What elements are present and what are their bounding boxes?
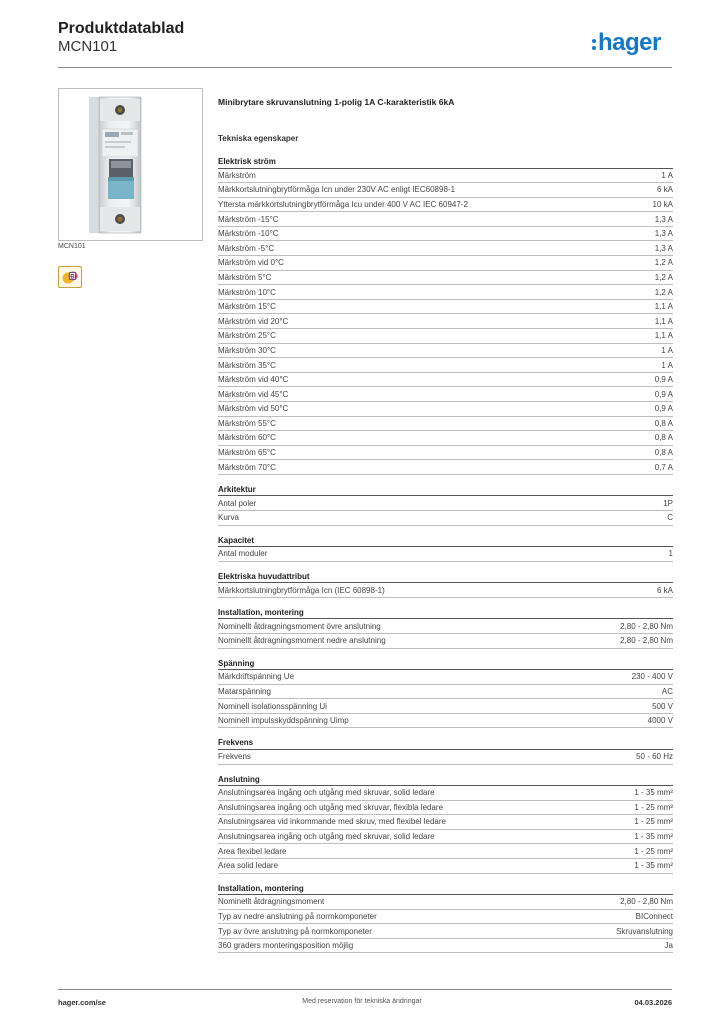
- spec-value: 10 kA: [652, 199, 673, 209]
- spec-value: 1 - 35 mm²: [634, 788, 673, 798]
- spec-label: Märkström vid 40°C: [218, 375, 289, 385]
- spec-row: [218, 895, 673, 910]
- spec-row: [218, 285, 673, 300]
- spec-value: 6 kA: [656, 585, 673, 595]
- spec-row: [218, 271, 673, 286]
- spec-row: [218, 844, 673, 859]
- spec-section: [218, 659, 673, 729]
- spec-row: [218, 329, 673, 344]
- spec-row: [218, 786, 673, 801]
- spec-row: [218, 547, 673, 562]
- spec-value: 1,1 A: [654, 316, 673, 326]
- spec-label: Kurva: [218, 513, 239, 523]
- section-title: Elektriska huvudattribut: [218, 572, 673, 584]
- spec-label: Märkström 15°C: [218, 302, 276, 312]
- logo-dots-icon: [592, 39, 596, 50]
- spec-value: 1,2 A: [654, 272, 673, 282]
- section-title: Arkitektur: [218, 485, 673, 497]
- product-description: Minibrytare skruvanslutning 1-polig 1A C-karakteristik 6kA: [218, 97, 455, 107]
- recycling-badge-icon: [58, 266, 82, 288]
- spec-row: [218, 714, 673, 729]
- section-title: Frekvens: [218, 738, 673, 750]
- spec-row: [218, 314, 673, 329]
- spec-row: [218, 169, 673, 184]
- spec-value: 0,7 A: [654, 462, 673, 472]
- spec-row: [218, 431, 673, 446]
- spec-row: [218, 417, 673, 432]
- spec-section: [218, 485, 673, 526]
- spec-row: [218, 801, 673, 816]
- spec-row: [218, 910, 673, 925]
- spec-label: Märkström 10°C: [218, 287, 276, 297]
- footer-divider: [58, 989, 672, 990]
- spec-value: 1 - 35 mm²: [634, 832, 673, 842]
- spec-value: 1 A: [661, 345, 673, 355]
- spec-label: Märkström 70°C: [218, 462, 276, 472]
- spec-row: [218, 924, 673, 939]
- spec-value: 1: [668, 549, 673, 559]
- spec-label: Anslutningsarea vid inkommande med skruv, med flexibel ledare: [218, 817, 446, 827]
- product-code: MCN101: [58, 38, 118, 55]
- spec-row: [218, 634, 673, 649]
- spec-label: Märkström -15°C: [218, 214, 279, 224]
- spec-value: 1 - 25 mm²: [634, 817, 673, 827]
- spec-value: 1 A: [661, 360, 673, 370]
- spec-value: 6 kA: [656, 185, 673, 195]
- spec-row: [218, 460, 673, 475]
- circuit-breaker-icon: [59, 89, 202, 240]
- svg-text:B: B: [70, 274, 75, 281]
- section-title: Kapacitet: [218, 536, 673, 548]
- spec-row: [218, 183, 673, 198]
- spec-row: [218, 358, 673, 373]
- spec-row: [218, 699, 673, 714]
- spec-row: [218, 344, 673, 359]
- spec-label: Nominellt åtdragningsmoment nedre anslutning: [218, 636, 386, 646]
- spec-row: [218, 212, 673, 227]
- spec-label: Anslutningsarea ingång och utgång med skruvar, flexibla ledare: [218, 802, 444, 812]
- spec-value: 0,8 A: [654, 448, 673, 458]
- spec-row: [218, 402, 673, 417]
- footer-date: 04.03.2026: [634, 998, 672, 1007]
- spec-label: Märkdriftspänning Ue: [218, 672, 295, 682]
- spec-content: [218, 97, 673, 963]
- spec-label: Märkström 5°C: [218, 272, 272, 282]
- section-title: Elektrisk ström: [218, 157, 673, 169]
- spec-value: 0,9 A: [654, 389, 673, 399]
- spec-section: [218, 157, 673, 475]
- spec-label: Typ av övre anslutning på normkomponeter: [218, 926, 372, 936]
- section-title: Installation, montering: [218, 884, 673, 896]
- spec-label: 360 graders monteringsposition möjlig: [218, 941, 354, 951]
- spec-label: Area solid ledare: [218, 861, 279, 871]
- spec-label: Matarspänning: [218, 686, 271, 696]
- spec-row: [218, 511, 673, 526]
- spec-label: Frekvens: [218, 752, 251, 762]
- spec-label: Märkkortslutningbrytförmåga Icn (IEC 60898-1): [218, 585, 385, 595]
- spec-value: 230 - 400 V: [631, 672, 673, 682]
- spec-label: Märkström vid 20°C: [218, 316, 289, 326]
- spec-row: [218, 300, 673, 315]
- spec-label: Märkström -10°C: [218, 229, 279, 239]
- spec-label: Märkström 65°C: [218, 448, 276, 458]
- spec-label: Nominell impulsskyddspänning Uimp: [218, 716, 349, 726]
- spec-value: 0,9 A: [654, 375, 673, 385]
- spec-value: BIConnect: [635, 911, 673, 921]
- spec-label: Nominellt åtdragningsmoment övre anslutning: [218, 621, 381, 631]
- spec-label: Antal poler: [218, 498, 257, 508]
- product-image: [58, 88, 203, 241]
- spec-row: [218, 619, 673, 634]
- spec-label: Märkström 35°C: [218, 360, 276, 370]
- spec-label: Märkström 55°C: [218, 418, 276, 428]
- spec-label: Antal moduler: [218, 549, 268, 559]
- spec-section: [218, 884, 673, 954]
- hager-logo: [592, 28, 661, 58]
- spec-value: 0,8 A: [654, 433, 673, 443]
- spec-section: [218, 775, 673, 874]
- spec-section: [218, 608, 673, 649]
- spec-label: Yttersta märkkortslutningbrytförmåga Icu under 400 V AC IEC 60947-2: [218, 199, 468, 209]
- spec-row: [218, 387, 673, 402]
- spec-row: [218, 670, 673, 685]
- spec-label: Märkström 60°C: [218, 433, 276, 443]
- spec-row: [218, 939, 673, 954]
- spec-value: 1,1 A: [654, 302, 673, 312]
- spec-section: [218, 738, 673, 764]
- spec-label: Märkström vid 50°C: [218, 404, 289, 414]
- section-title: Spänning: [218, 659, 673, 671]
- footer-website: hager.com/se: [58, 998, 106, 1007]
- spec-value: 2,80 - 2,80 Nm: [620, 621, 673, 631]
- spec-row: [218, 446, 673, 461]
- spec-value: 1,3 A: [654, 243, 673, 253]
- spec-row: [218, 496, 673, 511]
- spec-value: 0,9 A: [654, 404, 673, 414]
- spec-row: [218, 685, 673, 700]
- spec-value: 1,1 A: [654, 331, 673, 341]
- footer-disclaimer: Med reservation för tekniska ändringar: [302, 998, 422, 1005]
- spec-value: 500 V: [652, 701, 673, 711]
- spec-label: Märkström 30°C: [218, 345, 276, 355]
- spec-section: [218, 536, 673, 562]
- spec-label: Typ av nedre anslutning på normkomponeter: [218, 911, 377, 921]
- spec-value: 50 - 60 Hz: [636, 752, 673, 762]
- spec-label: Märkström -5°C: [218, 243, 275, 253]
- spec-label: Märkström vid 0°C: [218, 258, 284, 268]
- spec-section: [218, 572, 673, 598]
- spec-value: C: [667, 513, 673, 523]
- spec-label: Area flexibel ledare: [218, 846, 287, 856]
- spec-value: 1,3 A: [654, 214, 673, 224]
- spec-row: [218, 583, 673, 598]
- spec-row: [218, 256, 673, 271]
- spec-value: 1 - 25 mm²: [634, 802, 673, 812]
- spec-label: Märkkortslutningbrytförmåga Icn under 230V AC enligt IEC60898-1: [218, 185, 456, 195]
- spec-value: 0,8 A: [654, 418, 673, 428]
- spec-value: 1,3 A: [654, 229, 673, 239]
- spec-value: 1 - 25 mm²: [634, 846, 673, 856]
- spec-row: [218, 198, 673, 213]
- spec-value: 2,80 - 2,80 Nm: [620, 897, 673, 907]
- spec-label: Märkström vid 45°C: [218, 389, 289, 399]
- spec-row: [218, 227, 673, 242]
- page-title: Produktdatablad: [58, 20, 185, 37]
- spec-value: 1 A: [661, 170, 673, 180]
- spec-value: 1,2 A: [654, 258, 673, 268]
- spec-value: 1,2 A: [654, 287, 673, 297]
- logo-text: hager: [598, 29, 661, 56]
- spec-row: [218, 830, 673, 845]
- section-title: Anslutning: [218, 775, 673, 787]
- image-caption: MCN101: [58, 243, 86, 250]
- spec-value: 1P: [663, 498, 673, 508]
- spec-row: [218, 373, 673, 388]
- spec-row: [218, 815, 673, 830]
- spec-row: [218, 241, 673, 256]
- spec-sections: [218, 157, 673, 953]
- tech-properties-title: Tekniska egenskaper: [218, 134, 299, 143]
- spec-value: 1 - 35 mm²: [634, 861, 673, 871]
- header-divider: [58, 67, 672, 68]
- spec-row: [218, 750, 673, 765]
- spec-value: AC: [661, 686, 673, 696]
- spec-label: Anslutningsarea ingång och utgång med skruvar, solid ledare: [218, 788, 435, 798]
- spec-value: Skruvanslutning: [616, 926, 673, 936]
- spec-value: Ja: [664, 941, 673, 951]
- spec-label: Märkström: [218, 170, 256, 180]
- spec-label: Märkström 25°C: [218, 331, 276, 341]
- spec-label: Nominell isolationsspänning Ui: [218, 701, 327, 711]
- spec-row: [218, 859, 673, 874]
- section-title: Installation, montering: [218, 608, 673, 620]
- spec-label: Nominellt åtdragningsmoment: [218, 897, 325, 907]
- spec-value: 2,80 - 2,80 Nm: [620, 636, 673, 646]
- spec-label: Anslutningsarea ingång och utgång med skruvar, solid ledare: [218, 832, 435, 842]
- spec-value: 4000 V: [647, 716, 673, 726]
